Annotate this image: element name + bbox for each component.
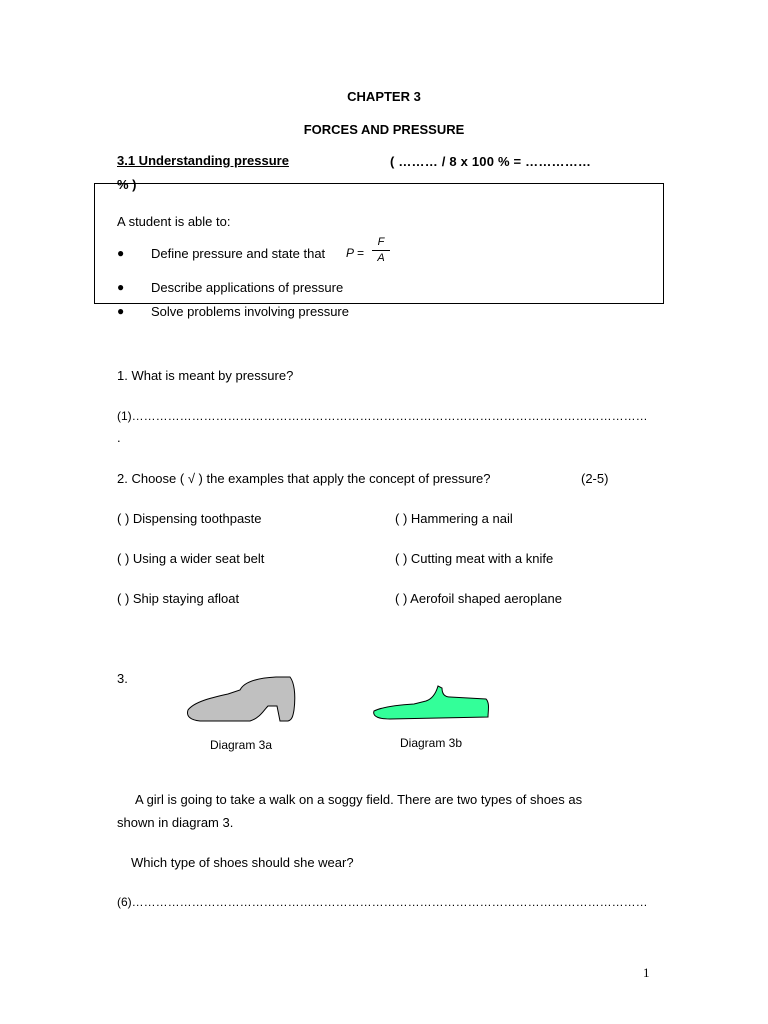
bullet-icon: ● [117,304,125,318]
answer-line-1-cont: . [117,430,121,445]
objective-item-1: Define pressure and state that [151,246,326,261]
formula-numerator: F [377,236,385,248]
pressure-formula [372,236,390,265]
question-3-paragraph-line-1: A girl is going to take a walk on a soggy field. There are two types of shoes as [135,792,583,807]
chapter-heading: CHAPTER 3 [347,89,421,104]
high-heel-shoe-icon [180,672,305,728]
objective-item-2: Describe applications of pressure [151,280,344,295]
score-line-cont: % ) [117,177,137,192]
option-checkbox[interactable]: ( ) Dispensing toothpaste [117,511,262,526]
question-3-paragraph-line-2: shown in diagram 3. [117,815,234,830]
objectives-intro: A student is able to: [117,214,231,229]
score-line: ( ……… / 8 x 100 % = …………… [390,154,592,169]
answer-line-6: (6)………………………………………………………………………………………………………………… [117,895,648,909]
formula-lhs: P = [346,246,364,260]
formula-denominator: A [377,252,385,264]
question-3-number: 3. [117,671,128,686]
fraction-bar [372,250,390,251]
question-2-marks: (2-5) [581,471,609,486]
question-1: 1. What is meant by pressure? [117,368,294,383]
option-checkbox[interactable]: ( ) Ship staying afloat [117,591,240,606]
option-checkbox[interactable]: ( ) Using a wider seat belt [117,551,265,566]
option-checkbox[interactable]: ( ) Hammering a nail [395,511,513,526]
chapter-title: FORCES AND PRESSURE [303,122,465,137]
objective-item-3: Solve problems involving pressure [151,304,349,319]
page-number: 1 [643,965,650,980]
bullet-icon: ● [117,280,125,294]
diagram-3b-caption: Diagram 3b [400,736,463,750]
answer-line-1: (1)………………………………………………………………………………………………………………… [117,409,648,423]
section-heading: 3.1 Understanding pressure [117,153,289,168]
option-checkbox[interactable]: ( ) Aerofoil shaped aeroplane [395,591,562,606]
question-2: 2. Choose ( √ ) the examples that apply the concept of pressure? [117,471,491,486]
diagram-3a-caption: Diagram 3a [210,738,273,752]
option-checkbox[interactable]: ( ) Cutting meat with a knife [395,551,554,566]
bullet-icon: ● [117,246,125,260]
question-3: Which type of shoes should she wear? [131,855,354,870]
flat-shoe-icon [370,683,495,723]
